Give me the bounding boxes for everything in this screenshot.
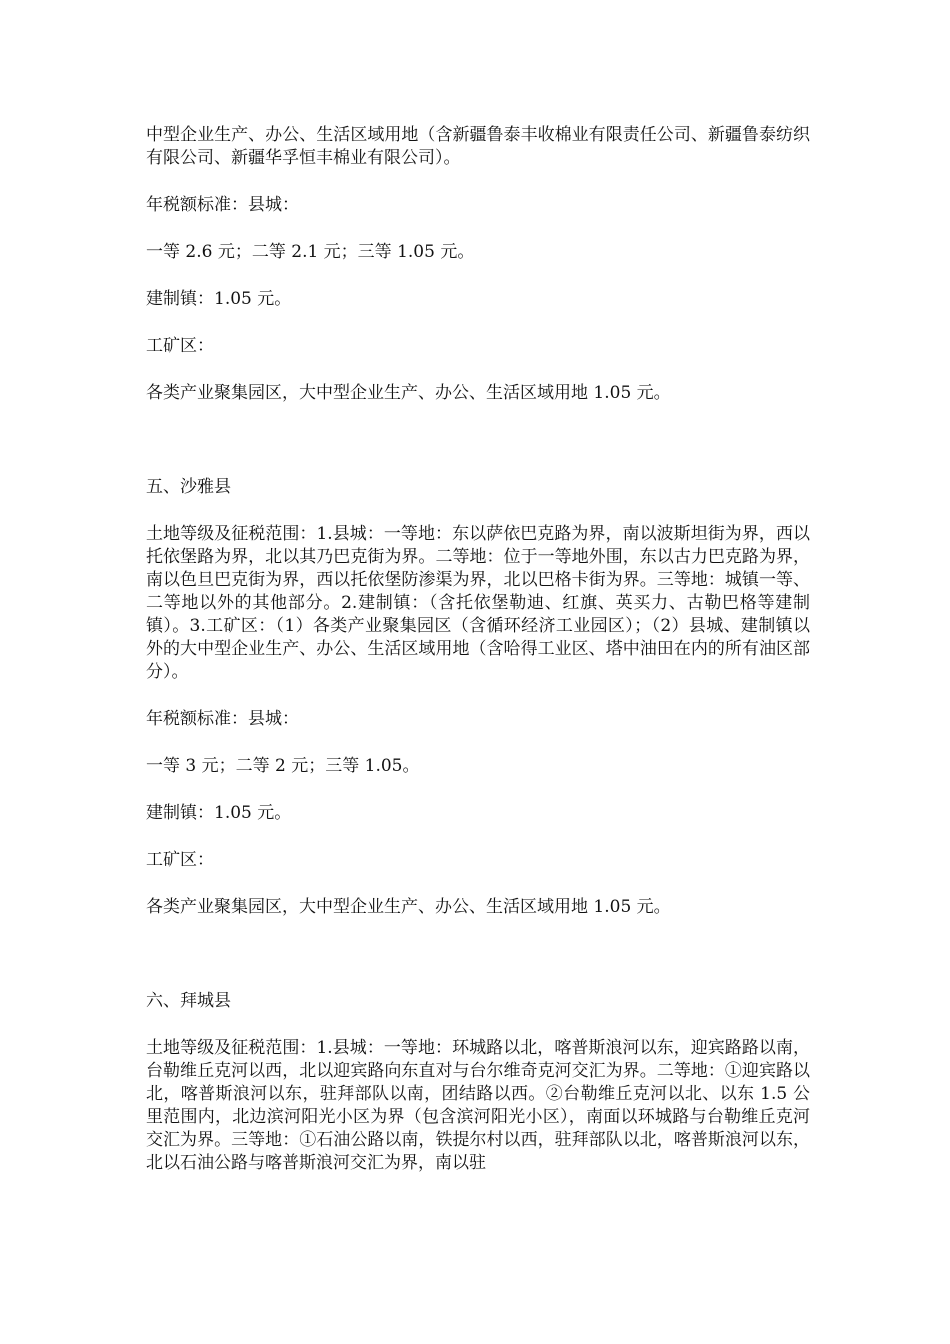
paragraph-enterprise-land: 中型企业生产、办公、生活区域用地（含新疆鲁泰丰收棉业有限责任公司、新疆鲁泰纺织有限公司、新疆华孚恒丰棉业有限公司）。	[146, 125, 810, 168]
paragraph-shaya-mining-heading: 工矿区：	[146, 850, 214, 870]
document-page	[146, 124, 810, 1175]
paragraph-shaya-town-rate: 建制镇：1.05 元。	[146, 803, 292, 823]
paragraph-shaya-county-rates: 一等 3 元；二等 2 元；三等 1.05。	[146, 756, 420, 776]
paragraph-shaya-tax-heading: 年税额标准：县城：	[146, 709, 299, 729]
section-heading-shaya: 五、沙雅县	[146, 477, 231, 497]
paragraph-shaya-mining-rate: 各类产业聚集园区，大中型企业生产、办公、生活区域用地 1.05 元。	[146, 897, 671, 917]
paragraph-mining-heading: 工矿区：	[146, 336, 214, 356]
paragraph-shaya-scope: 土地等级及征税范围：1.县城：一等地：东以萨依巴克路为界，南以波斯坦街为界，西以托依堡路为界，北以其乃巴克街为界。二等地：位于一等地外围，东以古力巴克路为界，南以色旦巴克街为界，西以托依堡防渗渠为界，北以巴格卡街为界。三等地：城镇一等、二等地以外的其他部分。2.建制镇：（含托依堡勒迪、红旗、英买力、古勒巴格等建制镇）。3.工矿区：（1）各类产业聚集园区（含循环经济工业园区）；（2）县城、建制镇以外的大中型企业生产、办公、生活区域用地（含哈得工业区、塔中油田在内的所有油区部分）。	[146, 524, 810, 682]
paragraph-county-rates: 一等 2.6 元；二等 2.1 元；三等 1.05 元。	[146, 242, 475, 262]
paragraph-mining-rate: 各类产业聚集园区，大中型企业生产、办公、生活区域用地 1.05 元。	[146, 383, 671, 403]
paragraph-baicheng-scope: 土地等级及征税范围：1.县城：一等地：环城路以北，喀普斯浪河以东，迎宾路路以南，台勒维丘克河以西，北以迎宾路向东直对与台尔维奇克河交汇为界。二等地：①迎宾路以北，喀普斯浪河以东，驻拜部队以南，团结路以西。②台勒维丘克河以北、以东 1.5 公里范围内，北边滨河阳光小区为界（包含滨河阳光小区），南面以环城路与台勒维丘克河交汇为界。三等地：①石油公路以南，铁提尔村以西，驻拜部队以北，喀普斯浪河以东，北以石油公路与喀普斯浪河交汇为界，南以驻	[146, 1038, 810, 1173]
paragraph-tax-standard-heading: 年税额标准：县城：	[146, 195, 299, 215]
section-heading-baicheng: 六、拜城县	[146, 991, 231, 1011]
paragraph-town-rate: 建制镇：1.05 元。	[146, 289, 292, 309]
